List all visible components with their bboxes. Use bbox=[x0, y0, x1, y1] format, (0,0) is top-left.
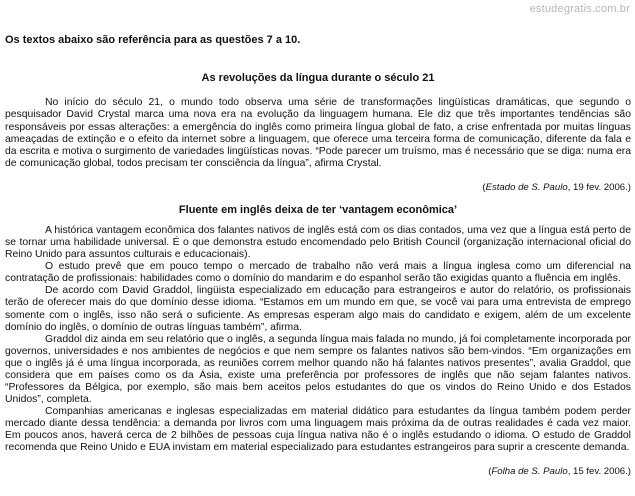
article-paragraph: O estudo prevê que em pouco tempo o mercado de trabalho não verá mais a língua inglesa como um diferencial na contratação de profissionais: habilidades como o domínio do mandarim e do espanhol serão tão exigidas quanto a fluência em inglês. bbox=[5, 261, 631, 285]
article-paragraph: Companhias americanas e inglesas especializadas em material didático para estudantes da língua também podem perder mercado diante dessa tendência: a demanda por livros com uma linguagem mais próxima da de outras realidades é cada vez maior. Em poucos anos, haverá cerca de 2 bilhões de pessoas cuja língua nativa não é o inglês estudando o idioma. O estudo de Graddol recomenda que Reino Unido e EUA invistam em material especializado para estudantes estrangeiros para suprir a crescente demanda. bbox=[5, 405, 631, 454]
article-fluente bbox=[5, 204, 631, 478]
article-paragraph: A histórica vantagem econômica dos falantes nativos de inglês está com os dias contados, uma vez que a língua está perto de se tornar uma habilidade universal. É o que demonstra estudo encomendado pelo British Council (organização internacional oficial do Reino Unido para assuntos culturais e educacionais). bbox=[5, 225, 631, 261]
source-name: Folha de S. Paulo bbox=[491, 466, 568, 478]
site-watermark: estudegratis.com.br bbox=[529, 3, 630, 15]
article-paragraph: De acordo com David Graddol, lingüista especializado em educação para estrangeiros e autor do relatório, os profissionais terão de oferecer mais do que domínio desse idioma. “Estamos em um mundo em que, se você vai para uma entrevista de emprego somente com o inglês, isso não será o suficiente. As empresas esperam algo mais do candidato e exigem, além de um excelente domínio do inglês, o domínio de outras línguas também”, afirma. bbox=[5, 285, 631, 333]
article-title: As revoluções da língua durante o século 21 bbox=[201, 72, 435, 84]
source-name: Estado de S. Paulo bbox=[485, 182, 568, 194]
article-title: Fluente em inglês deixa de ter ‘vantagem econômica’ bbox=[178, 204, 458, 216]
article-paragraph: Graddol diz ainda em seu relatório que o inglês, a segunda língua mais falada no mundo, já foi completamente incorporada por governos, universidades e nos ambientes de negócios e que nem sempre os falantes nativos são bem-vindos. “Em organizações em que o inglês já é uma língua incorporada, as reuniões correm melhor quando não há falantes nativos presentes”, avalia Graddol, que considera que em países como os da Ásia, existe uma preferência por professores de inglês que não sejam falantes nativos. “Professores da Bélgica, por exemplo, são mais bem aceitos pelos estudantes do que os vindos do Reino Unido e dos Estados Unidos”, completa. bbox=[5, 333, 631, 405]
source-date: , 19 fev. 2006.) bbox=[567, 182, 631, 194]
article-source: (Estado de S. Paulo, 19 fev. 2006.) bbox=[482, 182, 631, 194]
article-source: (Folha de S. Paulo, 15 fev. 2006.) bbox=[488, 466, 631, 478]
article-revolucoes bbox=[5, 72, 631, 195]
intro-heading: Os textos abaixo são referência para as questões 7 a 10. bbox=[5, 34, 301, 46]
article-paragraph: No início do século 21, o mundo todo observa uma série de transformações lingüísticas dramáticas, que segundo o pesquisador David Crystal marca uma nova era na evolução da linguagem humana. Ele diz que três importantes tendências são responsáveis por essas alterações: a emergência do inglês como primeira língua global de fato, a crise enfrentada por muitas línguas ameaçadas de extinção e o efeito da internet sobre a linguagem, que oferece uma terceira forma de comunicação, diferente da fala e da escrita e motiva o surgimento de variedades lingüísticas novas. “Pode parecer um truísmo, mas é necessário que se diga: numa era de comunicação global, todos precisam ter consciência da língua”, afirma Crystal. bbox=[5, 97, 631, 170]
source-date: , 15 fev. 2006.) bbox=[567, 466, 631, 478]
